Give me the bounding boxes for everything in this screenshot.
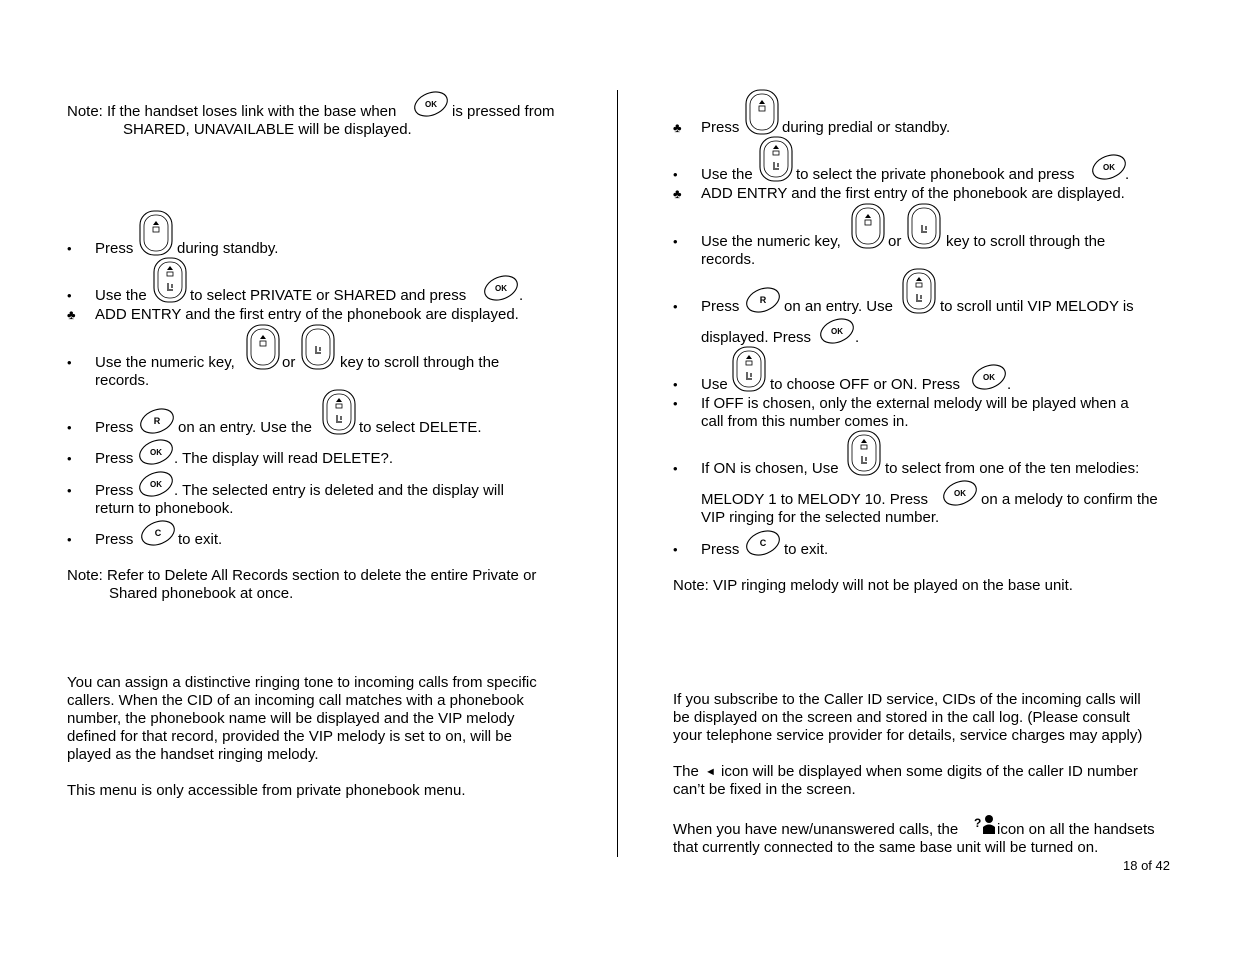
svg-text:OK: OK <box>425 100 437 109</box>
missed-call-icon <box>974 813 996 835</box>
phonebook-up-key-icon <box>744 89 780 135</box>
ok-key-icon <box>941 477 979 509</box>
bullet: • <box>67 241 72 256</box>
r-key-icon <box>744 284 782 316</box>
ok-key-icon <box>1090 151 1128 183</box>
page-divider <box>617 90 618 857</box>
ok-key-icon <box>137 436 175 468</box>
note-link-loss: Note: If the handset loses link with the base when <box>67 103 397 120</box>
bullet: • <box>673 377 678 392</box>
svg-text:OK: OK <box>150 480 162 489</box>
navigation-key-icon <box>758 136 794 182</box>
svg-text:?: ? <box>974 816 982 830</box>
bullet: ♣ <box>673 120 682 135</box>
phonebook-down-key-icon <box>906 203 942 249</box>
navigation-key-icon <box>846 430 882 476</box>
note-delete-all: Note: Refer to Delete All Records section to delete the entire Private or <box>67 567 537 584</box>
svg-text:OK: OK <box>954 489 966 498</box>
bullet: • <box>67 288 72 303</box>
bullet: • <box>67 451 72 466</box>
r-key-icon <box>138 405 176 437</box>
navigation-key-icon <box>901 268 937 314</box>
bullet: • <box>673 542 678 557</box>
c-key-icon <box>744 527 782 559</box>
page-number: 18 of 42 <box>1123 858 1170 873</box>
svg-text:C: C <box>759 538 767 548</box>
phonebook-up-key-icon <box>850 203 886 249</box>
ok-key-icon <box>970 361 1008 393</box>
svg-text:C: C <box>154 528 162 538</box>
private-menu-note: This menu is only accessible from private phonebook menu. <box>67 782 466 799</box>
ok-key-icon <box>482 272 520 304</box>
svg-text:R: R <box>153 416 161 426</box>
bullet: • <box>673 396 678 411</box>
ok-key-icon <box>137 468 175 500</box>
bullet: ♣ <box>673 186 682 201</box>
ok-key-icon <box>818 315 856 347</box>
bullet: • <box>67 355 72 370</box>
left-arrow-icon: ◄ <box>705 766 716 778</box>
bullet: ♣ <box>67 307 76 322</box>
phonebook-up-key-icon <box>245 324 281 370</box>
phonebook-down-key-icon <box>300 324 336 370</box>
vip-paragraph: You can assign a distinctive ringing tone to incoming calls from specific <box>67 674 537 691</box>
ok-key-icon <box>412 88 450 120</box>
bullet: • <box>673 167 678 182</box>
svg-text:OK: OK <box>495 284 507 293</box>
navigation-key-icon <box>152 257 188 303</box>
svg-text:OK: OK <box>150 448 162 457</box>
bullet: • <box>67 532 72 547</box>
navigation-key-icon <box>321 389 357 435</box>
svg-text:R: R <box>759 295 767 305</box>
bullet: • <box>673 234 678 249</box>
bullet: • <box>673 461 678 476</box>
bullet: • <box>67 420 72 435</box>
svg-text:OK: OK <box>983 373 995 382</box>
svg-text:OK: OK <box>1103 163 1115 172</box>
c-key-icon <box>139 517 177 549</box>
navigation-key-icon <box>731 346 767 392</box>
bullet: • <box>67 483 72 498</box>
bullet: • <box>673 299 678 314</box>
caller-id-paragraph: If you subscribe to the Caller ID service, CIDs of the incoming calls will <box>673 691 1141 708</box>
phonebook-up-key-icon <box>138 210 174 256</box>
vip-base-note: Note: VIP ringing melody will not be played on the base unit. <box>673 577 1073 594</box>
svg-text:OK: OK <box>831 327 843 336</box>
